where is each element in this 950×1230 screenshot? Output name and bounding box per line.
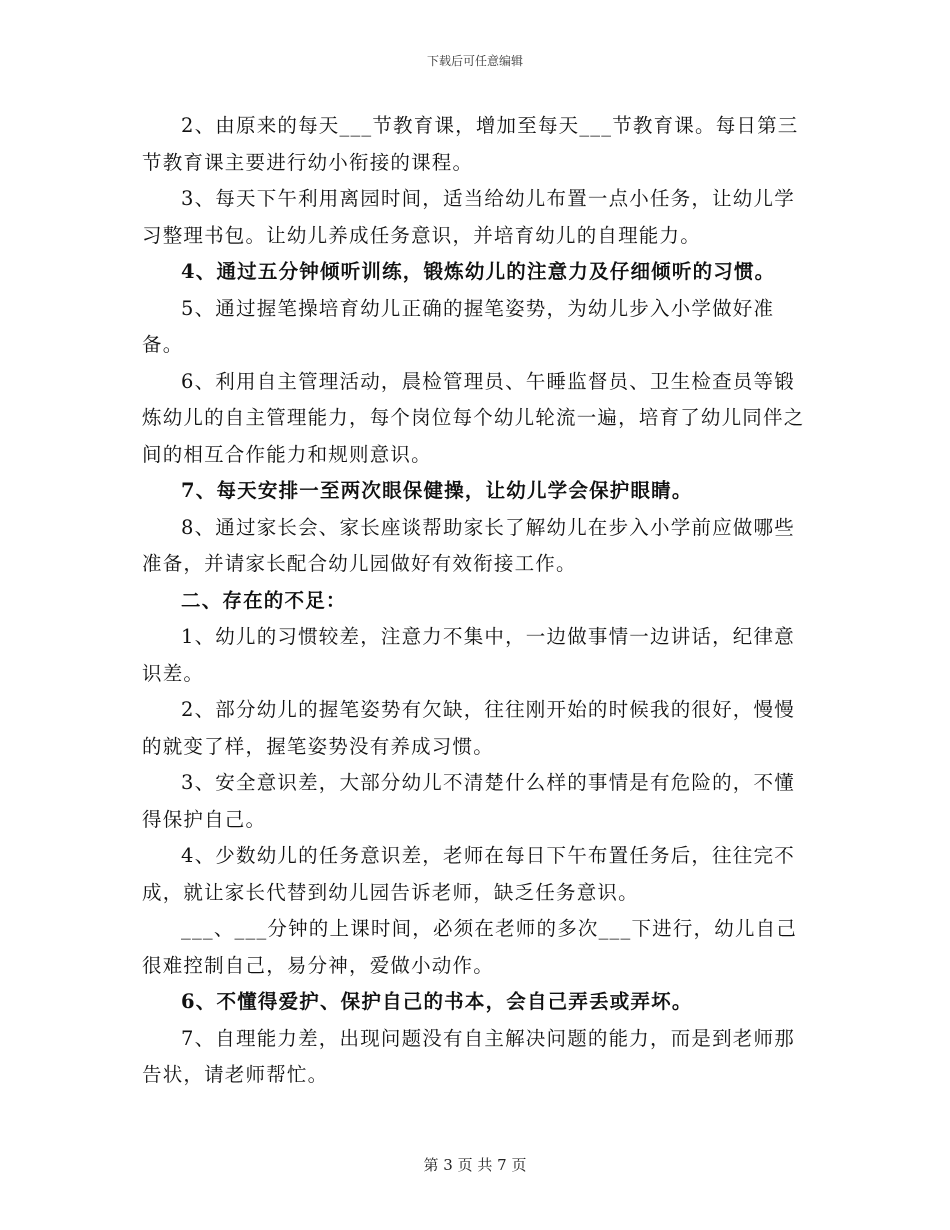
paragraph-item-7: 7、每天安排一至两次眼保健操，让幼儿学会保护眼睛。: [181, 479, 693, 502]
page-footer: 第 3 页 共 7 页: [423, 1156, 527, 1174]
shortcoming-item-6: 6、不懂得爱护、保护自己的书本，会自己弄丢或弄坏。: [181, 990, 693, 1013]
shortcoming-item-5: ___、___分钟的上课时间，必须在老师的多次___下进行，幼儿自己很难控制自己，易分神，爱做小动作。: [142, 917, 798, 977]
shortcoming-item-2: 2、部分幼儿的握笔姿势有欠缺，往往刚开始的时候我的很好，慢慢的就变了样，握笔姿势没有养成习惯。: [142, 698, 795, 758]
page-header: 下载后可任意编辑: [426, 54, 523, 68]
section-heading-shortcomings: 二、存在的不足：: [181, 588, 347, 612]
shortcoming-item-7: 7、自理能力差，出现问题没有自主解决问题的能力，而是到老师那告状，请老师帮忙。: [142, 1026, 795, 1086]
paragraph-item-2: 2、由原来的每天___节教育课，增加至每天___节教育课。每日第三节教育课主要进行幼小衔接的课程。: [142, 114, 799, 174]
paragraph-item-6: 6、利用自主管理活动，晨检管理员、午睡监督员、卫生检查员等锻炼幼儿的自主管理能力，每个岗位每个幼儿轮流一遍，培育了幼儿同伴之间的相互合作能力和规则意识。: [142, 369, 805, 466]
shortcoming-item-1: 1、幼儿的习惯较差，注意力不集中，一边做事情一边讲话，纪律意识差。: [142, 625, 795, 685]
paragraph-item-8: 8、通过家长会、家长座谈帮助家长了解幼儿在步入小学前应做哪些准备，并请家长配合幼儿园做好有效衔接工作。: [142, 515, 795, 575]
shortcoming-item-4: 4、少数幼儿的任务意识差，老师在每日下午布置任务后，往往完不成，就让家长代替到幼儿园告诉老师，缺乏任务意识。: [142, 844, 795, 904]
document-body: [142, 108, 806, 1094]
shortcoming-item-3: 3、安全意识差，大部分幼儿不清楚什么样的事情是有危险的，不懂得保护自己。: [142, 771, 795, 831]
paragraph-item-5: 5、通过握笔操培育幼儿正确的握笔姿势，为幼儿步入小学做好准备。: [142, 296, 775, 356]
paragraph-item-4: 4、通过五分钟倾听训练，锻炼幼儿的注意力及仔细倾听的习惯。: [181, 260, 776, 283]
paragraph-item-3: 3、每天下午利用离园时间，适当给幼儿布置一点小任务，让幼儿学习整理书包。让幼儿养成任务意识，并培育幼儿的自理能力。: [142, 187, 795, 247]
